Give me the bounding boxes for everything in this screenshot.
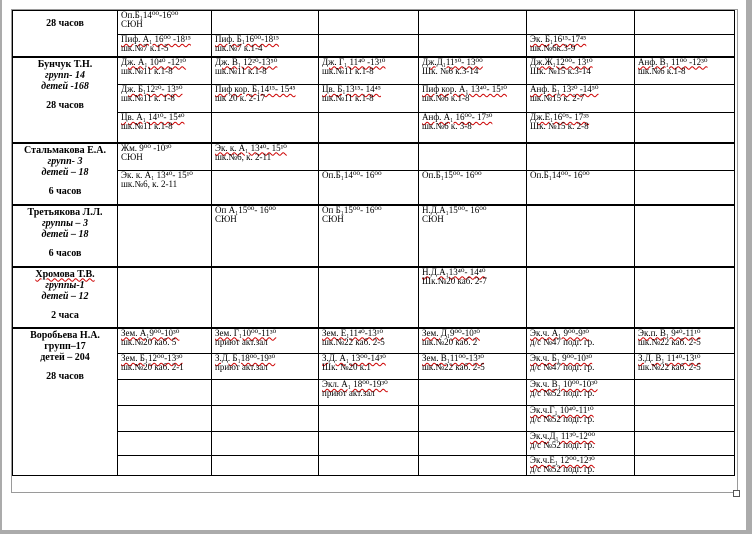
schedule-cell[interactable] <box>527 456 635 476</box>
teacher-children: детей – 18 <box>41 166 89 178</box>
teacher-hours: 28 часов <box>46 370 84 382</box>
schedule-cell[interactable] <box>212 205 319 267</box>
class-location: шк.№6, к. 2-11 <box>215 151 272 162</box>
class-title: Анф. А₁ 16⁰⁰- 17³⁰ <box>422 112 493 122</box>
class-location: приют акт.зал <box>215 362 268 372</box>
table-row <box>13 456 735 476</box>
class-location: д/с №52 подг. гр. <box>530 414 595 424</box>
schedule-cell[interactable] <box>635 205 735 267</box>
schedule-cell[interactable] <box>419 35 527 57</box>
class-location: шк.№11 к.1-8 <box>322 93 374 103</box>
class-location: Шк. №6 к.3-14 <box>422 65 479 76</box>
schedule-cell[interactable] <box>635 406 735 432</box>
table-row <box>13 354 735 380</box>
schedule-cell[interactable] <box>527 205 635 267</box>
class-title: Зем. В₁11⁰⁰-13³⁰ <box>422 353 485 363</box>
schedule-cell[interactable] <box>118 205 212 267</box>
schedule-cell[interactable] <box>527 406 635 432</box>
class-location: шк.№22 каб. 2-5 <box>638 336 701 347</box>
teacher-name: Стальмакова Е.А. <box>23 144 107 156</box>
schedule-cell[interactable] <box>212 57 319 85</box>
class-location: д/с №52 подг. гр. <box>530 388 595 398</box>
schedule-cell[interactable] <box>635 85 735 113</box>
schedule-cell[interactable] <box>319 35 419 57</box>
schedule-cell[interactable] <box>212 85 319 113</box>
class-title: Анф. Б₁ 13²⁰ -14⁵⁰ <box>530 84 599 94</box>
schedule-cell[interactable] <box>319 406 419 432</box>
class-location: шк.№6к.3-9 <box>530 43 576 53</box>
teacher-children: детей – 12 <box>41 290 89 302</box>
schedule-cell[interactable] <box>527 171 635 205</box>
schedule-cell[interactable] <box>635 328 735 354</box>
class-location: шк.№11 к.1-8 <box>322 65 374 76</box>
teacher-cell[interactable] <box>13 267 118 328</box>
class-title: Эк.ч.Д₁ 11³⁰-12⁰⁰ <box>530 431 596 441</box>
table-row <box>13 143 735 171</box>
class-title: Эк. Б₁16¹⁵-17⁴⁵ <box>530 34 587 44</box>
class-location: приют акт.зал <box>322 388 375 398</box>
schedule-cell[interactable] <box>118 113 212 143</box>
class-location: д/с №52 подг. гр. <box>530 464 595 474</box>
schedule-cell[interactable] <box>118 85 212 113</box>
schedule-cell[interactable] <box>635 35 735 57</box>
class-title: Зем. А₁9⁰⁰-10³⁰ <box>121 327 180 338</box>
schedule-cell[interactable] <box>212 432 319 456</box>
schedule-cell[interactable] <box>527 432 635 456</box>
table-row <box>13 11 735 35</box>
teacher-children: детей – 18 <box>41 228 89 240</box>
schedule-cell[interactable] <box>319 113 419 143</box>
schedule-cell[interactable] <box>212 143 319 171</box>
class-location: шк.№11 к.1-8 <box>215 65 267 76</box>
schedule-cell[interactable] <box>419 171 527 205</box>
schedule-cell[interactable] <box>212 354 319 380</box>
schedule-cell[interactable] <box>419 380 527 406</box>
class-title: Дж.Е₁16⁰⁵- 17³⁵ <box>530 112 590 122</box>
schedule-cell[interactable] <box>319 432 419 456</box>
class-title: З.Д. Б₁18⁰⁰-19³⁰ <box>215 353 276 363</box>
class-location: шк.№11 к.1-8 <box>121 121 173 131</box>
schedule-cell[interactable] <box>527 267 635 328</box>
table-row <box>13 267 735 328</box>
class-location: шк.№20 каб. 2-1 <box>121 362 184 372</box>
schedule-cell[interactable] <box>319 85 419 113</box>
class-title: Дж. А₁ 10⁴⁰ -12¹⁰ <box>121 56 187 67</box>
class-title: Дж. В₁ 12²⁰-13⁵⁰ <box>215 56 278 67</box>
class-title: Пиф. А₁ 16⁰⁰ -18¹⁵ <box>121 34 191 44</box>
schedule-cell[interactable] <box>319 205 419 267</box>
schedule-cell[interactable] <box>212 380 319 406</box>
schedule-cell[interactable] <box>118 354 212 380</box>
schedule-cell[interactable] <box>118 11 212 35</box>
class-title: Эк.ч.Е₁ 12⁰⁰-12³⁰ <box>530 455 595 465</box>
schedule-cell[interactable] <box>419 406 527 432</box>
class-title: Оп.Б₁14⁰⁰- 16⁰⁰ <box>530 170 590 180</box>
schedule-cell[interactable] <box>635 171 735 205</box>
class-title: Пиф. Б₁16⁰⁰-18¹⁵ <box>215 34 280 44</box>
schedule-cell[interactable] <box>118 328 212 354</box>
class-title: З.Д. В₁ 11⁴⁰-13¹⁰ <box>638 353 701 363</box>
schedule-cell[interactable] <box>527 113 635 143</box>
class-location: шк.№11 к.1-8 <box>121 65 173 76</box>
schedule-cell[interactable] <box>419 328 527 354</box>
class-title: Оп.Б₁15⁰⁰- 16⁰⁰ <box>422 170 482 180</box>
teacher-name: Бунчук Т.Н. <box>37 58 93 70</box>
schedule-cell[interactable] <box>635 354 735 380</box>
class-title: Эк.ч. В₁ 10⁰⁰-10³⁰ <box>530 379 598 389</box>
schedule-cell[interactable] <box>527 143 635 171</box>
teacher-groups: групп- 14 <box>45 69 85 81</box>
schedule-table <box>12 10 735 476</box>
class-location: Шк. №15 к. 2-8 <box>530 121 589 131</box>
schedule-cell[interactable] <box>319 267 419 328</box>
class-location: приют акт.зал <box>215 336 268 347</box>
schedule-cell[interactable] <box>419 85 527 113</box>
class-location: шк.№22 каб. 2-5 <box>422 362 485 372</box>
schedule-cell[interactable] <box>319 328 419 354</box>
class-location: Шк.№20 каб. 2-7 <box>422 275 487 286</box>
table-row <box>13 205 735 267</box>
class-location: Шк. №20 к.1 <box>322 362 371 372</box>
class-location: шк.№7 к.1-4 <box>215 43 263 53</box>
schedule-cell[interactable] <box>319 171 419 205</box>
class-title: Цв. А₁ 14¹⁰- 15⁴⁰ <box>121 112 185 122</box>
class-title: Эк.п. В₁ 9⁴⁰-11¹⁰ <box>638 327 701 338</box>
class-title: Эк. к. А₁ 13⁴⁰- 15¹⁰ <box>215 142 287 153</box>
table-row <box>13 171 735 205</box>
class-location: СЮН <box>422 213 444 224</box>
table-row <box>13 57 735 85</box>
schedule-cell[interactable] <box>212 406 319 432</box>
teacher-cell[interactable] <box>13 143 118 205</box>
class-location: шк.№22 каб. 2-5 <box>638 362 701 372</box>
schedule-cell[interactable] <box>212 113 319 143</box>
class-location: Шк. №15 к.3-14 <box>530 65 591 76</box>
class-title: Оп.Б₁14⁰⁰-16⁰⁰ <box>121 10 179 20</box>
schedule-cell[interactable] <box>527 354 635 380</box>
class-title: Н.Д.А₁15⁰⁰- 16⁰⁰ <box>422 204 487 215</box>
class-location: шк.№6 к.1-8 <box>422 93 470 103</box>
schedule-cell[interactable] <box>527 35 635 57</box>
class-title: Экл. А₁ 18⁰⁰-19³⁰ <box>322 379 388 389</box>
teacher-groups: группы – 3 <box>41 217 89 229</box>
teacher-hours: 28 часов <box>46 99 84 111</box>
schedule-cell[interactable] <box>319 380 419 406</box>
class-title: Оп Б₁15⁰⁰- 16⁰⁰ <box>322 204 382 215</box>
schedule-cell[interactable] <box>527 57 635 85</box>
teacher-name: Третьякова Л.Л. <box>27 206 103 218</box>
schedule-cell[interactable] <box>118 406 212 432</box>
class-title: Оп.Б₁14⁰⁰- 16⁰⁰ <box>322 170 382 180</box>
class-location: СЮН <box>215 213 237 224</box>
document-page <box>2 0 746 530</box>
class-title: Цв. Б₁13¹⁵- 14⁴⁵ <box>322 84 381 94</box>
class-title: Дж.Ж₁12⁰⁰- 13¹⁰ <box>530 56 593 67</box>
schedule-cell[interactable] <box>319 57 419 85</box>
class-location: СЮН <box>322 213 344 224</box>
schedule-cell[interactable] <box>319 456 419 476</box>
schedule-cell[interactable] <box>635 143 735 171</box>
class-location: шк.№11 к. 1-8 <box>121 93 175 103</box>
schedule-cell[interactable] <box>527 11 635 35</box>
teacher-groups: групп–17 <box>44 340 86 352</box>
class-location: д/с №52 подг. гр. <box>530 440 595 450</box>
teacher-hours: 28 часов <box>46 18 84 29</box>
teacher-hours: 6 часов <box>48 185 82 197</box>
schedule-cell[interactable] <box>419 57 527 85</box>
teacher-children: детей – 204 <box>40 351 90 363</box>
schedule-cell[interactable] <box>319 11 419 35</box>
schedule-cell[interactable] <box>118 380 212 406</box>
schedule-cell[interactable] <box>419 354 527 380</box>
teacher-groups: группы-1 <box>45 279 85 291</box>
class-title: Зем. Г₁10⁰⁰-11³⁰ <box>215 327 277 338</box>
table-row <box>13 35 735 57</box>
schedule-cell[interactable] <box>319 354 419 380</box>
teacher-hours: 2 часа <box>51 309 79 321</box>
class-title: Анф. В₁ 11⁰⁰ -12³⁰ <box>638 56 708 67</box>
class-title: Жм. 9⁰⁰ -10³⁰ <box>121 142 172 153</box>
class-title: Зем. Б₁12⁰⁰-13³⁰ <box>121 353 183 363</box>
table-row <box>13 406 735 432</box>
class-title: Дж.Д₁11⁵⁰- 13⁰⁰ <box>422 56 483 67</box>
class-title: Оп А₁15⁰⁰- 16⁰⁰ <box>215 204 276 215</box>
class-location: СЮН <box>121 151 143 162</box>
schedule-cell[interactable] <box>635 456 735 476</box>
schedule-cell[interactable] <box>118 432 212 456</box>
table-row <box>13 380 735 406</box>
table-row <box>13 328 735 354</box>
class-title: Зем. Е₁11⁴⁰-13¹⁰ <box>322 327 384 338</box>
class-location: СЮН <box>121 19 143 29</box>
schedule-cell[interactable] <box>635 113 735 143</box>
table-row <box>13 432 735 456</box>
schedule-cell[interactable] <box>635 11 735 35</box>
class-location: шк.№22 каб. 2-5 <box>322 336 385 347</box>
schedule-cell[interactable] <box>419 205 527 267</box>
class-title: Эк.ч. Б₁ 9⁰⁰-10³⁰ <box>530 353 593 363</box>
schedule-cell[interactable] <box>527 328 635 354</box>
class-title: Эк. к. А₁ 13⁴⁰- 15¹⁰ <box>121 170 193 180</box>
schedule-cell[interactable] <box>118 143 212 171</box>
schedule-body <box>13 11 735 476</box>
schedule-cell[interactable] <box>635 267 735 328</box>
teacher-cell[interactable] <box>13 57 118 143</box>
schedule-cell[interactable] <box>212 35 319 57</box>
schedule-cell[interactable] <box>419 113 527 143</box>
schedule-cell[interactable] <box>527 85 635 113</box>
schedule-cell[interactable] <box>419 11 527 35</box>
teacher-name: Хромова Т.В. <box>35 268 95 280</box>
class-title: Дж. Г₁ 11⁴⁰ -13¹⁰ <box>322 56 386 67</box>
class-location: шк.№6 к. 3-8 <box>422 121 472 131</box>
class-location: шк.№6 к.1-8 <box>638 65 686 76</box>
schedule-cell[interactable] <box>419 432 527 456</box>
class-location: шк.№6, к. 2-11 <box>121 179 178 189</box>
class-title: Дж. Б₁12²⁰- 13⁵⁰ <box>121 84 183 94</box>
class-title: Эк.ч. А₁ 9⁰⁰-9³⁰ <box>530 327 589 338</box>
table-row <box>13 85 735 113</box>
teacher-name: Воробьева Н.А. <box>30 329 100 341</box>
teacher-cell[interactable] <box>13 205 118 267</box>
class-location: шк 20 к. 2-17 <box>215 93 266 103</box>
teacher-groups: групп- 3 <box>47 155 83 167</box>
class-title: Зем. Д₁9⁰⁰-10³⁰ <box>422 327 480 338</box>
schedule-cell[interactable] <box>419 143 527 171</box>
schedule-cell[interactable] <box>319 143 419 171</box>
schedule-cell[interactable] <box>118 267 212 328</box>
class-title: Н.Д.А₁13⁴⁰- 14⁴⁰ <box>422 266 486 277</box>
schedule-cell[interactable] <box>212 267 319 328</box>
schedule-cell[interactable] <box>118 35 212 57</box>
class-location: шк.№7 к.1-5 <box>121 43 169 53</box>
schedule-cell[interactable] <box>212 328 319 354</box>
class-location: д/с №47 подг. гр. <box>530 362 595 372</box>
class-location: шк.№20 каб. 5 <box>121 336 177 347</box>
class-title: З.Д. А₁ 13⁰⁰-14³⁰ <box>322 353 386 363</box>
schedule-cell[interactable] <box>212 171 319 205</box>
teacher-hours: 6 часов <box>48 247 82 259</box>
schedule-cell[interactable] <box>635 380 735 406</box>
schedule-cell[interactable] <box>212 456 319 476</box>
schedule-cell[interactable] <box>527 380 635 406</box>
table-resize-handle[interactable] <box>733 490 740 497</box>
schedule-cell[interactable] <box>118 57 212 85</box>
schedule-cell[interactable] <box>419 267 527 328</box>
table-row <box>13 113 735 143</box>
class-title: Пиф кор. А₁ 13⁴⁰- 15¹⁰ <box>422 84 507 94</box>
class-location: шк.№20 каб. 2 <box>422 336 478 347</box>
schedule-cell[interactable] <box>212 11 319 35</box>
class-title: Пиф кор. Б₁14¹⁵- 15⁴⁵ <box>215 84 296 94</box>
schedule-cell[interactable] <box>635 432 735 456</box>
schedule-cell[interactable] <box>118 456 212 476</box>
schedule-cell[interactable] <box>419 456 527 476</box>
teacher-children: детей -168 <box>41 80 89 92</box>
class-title: Эк.ч.Г₁ 10⁴⁰-11¹⁰ <box>530 405 594 415</box>
teacher-cell[interactable] <box>13 328 118 476</box>
class-location: шк.№15 к. 2-7 <box>530 93 585 103</box>
class-location: д/с №47 подг. гр. <box>530 336 595 347</box>
schedule-cell[interactable] <box>118 171 212 205</box>
schedule-cell[interactable] <box>635 57 735 85</box>
teacher-cell[interactable] <box>13 11 118 57</box>
